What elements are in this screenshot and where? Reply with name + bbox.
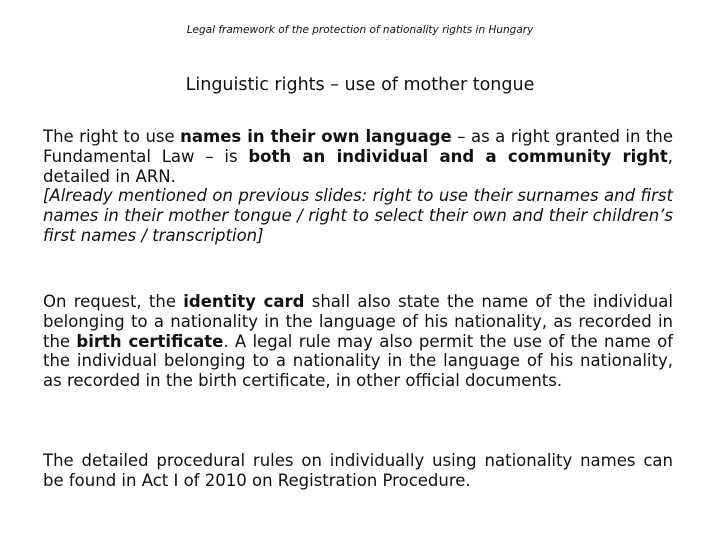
text-run: On request, the xyxy=(43,292,184,311)
text-run: – as a right granted in the Fundamental Law – is xyxy=(43,127,673,166)
text-run: shall also state the name of the individual belonging to a nationality in the language of his nationality, as recorded in the xyxy=(43,292,673,351)
bold-run: names in their own language xyxy=(180,127,452,146)
text-run: The right to use xyxy=(43,127,181,146)
paragraph-names-right-text xyxy=(43,127,673,186)
bold-run: identity card xyxy=(183,292,305,311)
slide-title: Linguistic rights – use of mother tongue xyxy=(185,75,535,95)
paragraph-names-right-note: [Already mentioned on previous slides: right to use their surnames and first names in their mother tongue / right to select their own and their children’s first names / transcription] xyxy=(43,186,673,245)
paragraph-identity-card xyxy=(43,292,673,391)
bold-run: both an individual and a community right xyxy=(248,146,668,166)
paragraph-names-right xyxy=(43,127,673,246)
slide-header: Legal framework of the protection of nationality rights in Hungary xyxy=(186,24,534,36)
text-run: , detailed in ARN. xyxy=(43,146,673,186)
text-run: . A legal rule may also permit the use of the name of the individual belonging to a nationality in the language of his nationality, as recorded in the birth certificate, in other official documents. xyxy=(43,331,674,391)
paragraph-identity-card-text xyxy=(43,292,673,391)
bold-run: birth certificate xyxy=(76,331,224,351)
paragraph-procedural-rules xyxy=(43,451,673,491)
paragraph-procedural-rules-text: The detailed procedural rules on individually using nationality names can be found in Act I of 2010 on Registration Procedure. xyxy=(43,451,673,490)
